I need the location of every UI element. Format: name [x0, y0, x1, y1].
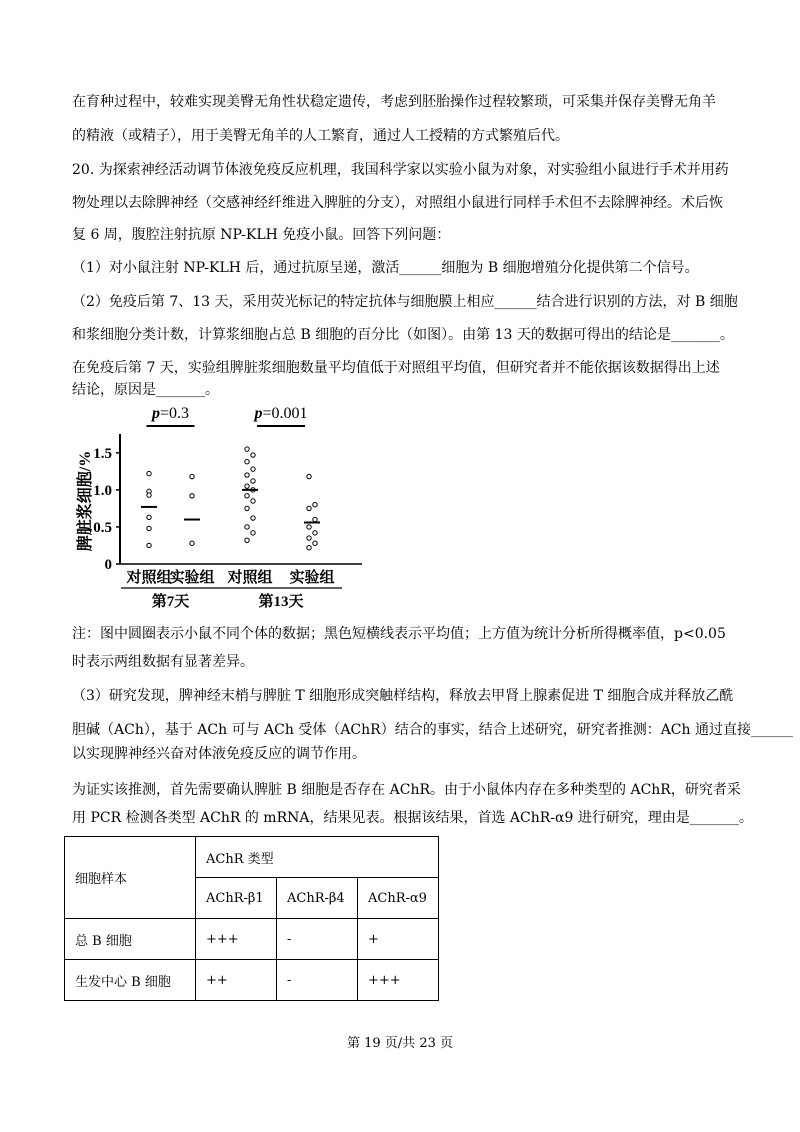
data-point: [190, 494, 194, 498]
paragraph-line: 用 PCR 检测各类型 AChR 的 mRNA，结果见表。根据该结果，首选 AChR-α9 进行研究，理由是_______。: [72, 810, 753, 826]
paragraph-line: 和浆细胞分类计数，计算浆细胞占总 B 细胞的百分比（如图）。由第 13 天的数据可得出的结论是_______。: [72, 327, 734, 343]
day-label: 第13天: [258, 594, 304, 610]
column-header-cell: AChR-β4: [277, 878, 358, 919]
data-point: [245, 447, 249, 451]
paragraph-line: 物处理以去除脾神经（交感神经纤维进入脾脏的分支），对照组小鼠进行同样手术但不去除脾神经。术后恢: [72, 195, 723, 211]
paragraph-line: 的精液（或精子），用于美臀无角羊的人工繁育，通过人工授精的方式繁殖后代。: [72, 128, 569, 144]
table-row: [65, 837, 439, 878]
chart-note: 注：图中圆圈表示小鼠不同个体的数据；黑色短横线表示平均值；上方值为统计分析所得概率值，p<0.05: [72, 626, 726, 642]
y-tick-label: 0: [104, 557, 112, 573]
paragraph-line: 胆碱（ACh），基于 ACh 可与 ACh 受体（AChR）结合的事实，结合上述研究，研究者推测：ACh 通过直接______: [72, 722, 793, 738]
data-point: [313, 517, 317, 521]
paragraph-line: 在育种过程中，较难实现美臀无角性状稳定遗传，考虑到胚胎操作过程较繁琐，可采集并保存美臀无角羊: [72, 94, 716, 110]
sub-question-2: （2）免疫后第 7、13 天，采用荧光标记的特定抗体与细胞膜上相应______结合进行识别的方法，对 B 细胞: [72, 294, 738, 310]
table-cell: +: [358, 919, 439, 960]
group-label: 实验组: [169, 570, 215, 586]
p-value-label: p=0.3: [151, 405, 190, 422]
p-value-label: p=0.001: [254, 405, 308, 422]
data-point: [245, 494, 249, 498]
data-point: [313, 541, 317, 545]
scatter-chart: [72, 398, 372, 618]
day-label: 第7天: [151, 594, 190, 610]
y-tick-label: 1.0: [93, 482, 112, 499]
data-point: [147, 543, 151, 547]
data-point: [307, 545, 311, 549]
y-tick-label: 1.5: [93, 445, 112, 462]
row-label-cell: 生发中心 B 细胞: [65, 960, 196, 1001]
table-row: [65, 960, 439, 1001]
row-header-cell: 细胞样本: [65, 837, 196, 919]
data-point: [313, 531, 317, 535]
data-point: [245, 506, 249, 510]
data-point: [313, 503, 317, 507]
page-footer: 第 19 页/共 23 页: [347, 1036, 453, 1051]
data-point: [251, 479, 255, 483]
paragraph-line: 在免疫后第 7 天，实验组脾脏浆细胞数量平均值低于对照组平均值，但研究者并不能依据该数据得出上述: [72, 360, 720, 376]
data-point: [307, 536, 311, 540]
data-point: [147, 515, 151, 519]
data-point: [245, 460, 249, 464]
data-point: [251, 467, 255, 471]
data-point: [147, 526, 151, 530]
y-tick-label: 0.5: [93, 519, 112, 536]
group-label: 实验组: [289, 570, 335, 586]
column-header-cell: AChR-α9: [358, 878, 439, 919]
group-label: 对照组: [227, 570, 273, 586]
paragraph-line: 以实现脾神经兴奋对体液免疫反应的调节作用。: [72, 746, 366, 762]
row-label-cell: 总 B 细胞: [65, 919, 196, 960]
group-label: 对照组: [126, 570, 172, 586]
sub-question-3: （3）研究发现，脾神经末梢与脾脏 T 细胞形成突触样结构，释放去甲肾上腺素促进 T 细胞合成并释放乙酰: [72, 688, 734, 704]
paragraph-line: 结论，原因是_______。: [72, 382, 219, 398]
paragraph-line: 复 6 周，腹腔注射抗原 NP-KLH 免疫小鼠。回答下列问题：: [72, 227, 451, 243]
data-point: [251, 453, 255, 457]
group-header-cell: AChR 类型: [196, 837, 439, 878]
data-point: [251, 531, 255, 535]
data-point: [245, 484, 249, 488]
data-point: [251, 499, 255, 503]
data-point: [190, 541, 194, 545]
data-point: [245, 473, 249, 477]
data-point: [307, 474, 311, 478]
table-cell: -: [277, 960, 358, 1001]
achr-table: [64, 836, 439, 1001]
data-point: [307, 506, 311, 510]
paragraph-line: 为证实该推测，首先需要确认脾脏 B 细胞是否存在 AChR。由于小鼠体内存在多种类型的 AChR，研究者采: [72, 782, 741, 798]
table-cell: +++: [196, 919, 277, 960]
data-point: [147, 493, 151, 497]
table-cell: -: [277, 919, 358, 960]
data-point: [190, 474, 194, 478]
table-row: [65, 919, 439, 960]
data-point: [147, 471, 151, 475]
data-point: [251, 516, 255, 520]
data-point: [307, 525, 311, 529]
data-point: [245, 538, 249, 542]
table-cell: ++: [196, 960, 277, 1001]
table-cell: +++: [358, 960, 439, 1001]
question-20-intro: 20. 为探索神经活动调节体液免疫反应机理，我国科学家以实验小鼠为对象，对实验组小鼠进行手术并用药: [72, 162, 729, 178]
data-point: [245, 525, 249, 529]
column-header-cell: AChR-β1: [196, 878, 277, 919]
chart-note: 时表示两组数据有显著差异。: [72, 654, 254, 670]
y-axis-label: 脾脏浆细胞/%: [77, 450, 94, 552]
sub-question-1: （1）对小鼠注射 NP-KLH 后，通过抗原呈递，激活______细胞为 B 细胞增殖分化提供第二个信号。: [72, 260, 699, 276]
